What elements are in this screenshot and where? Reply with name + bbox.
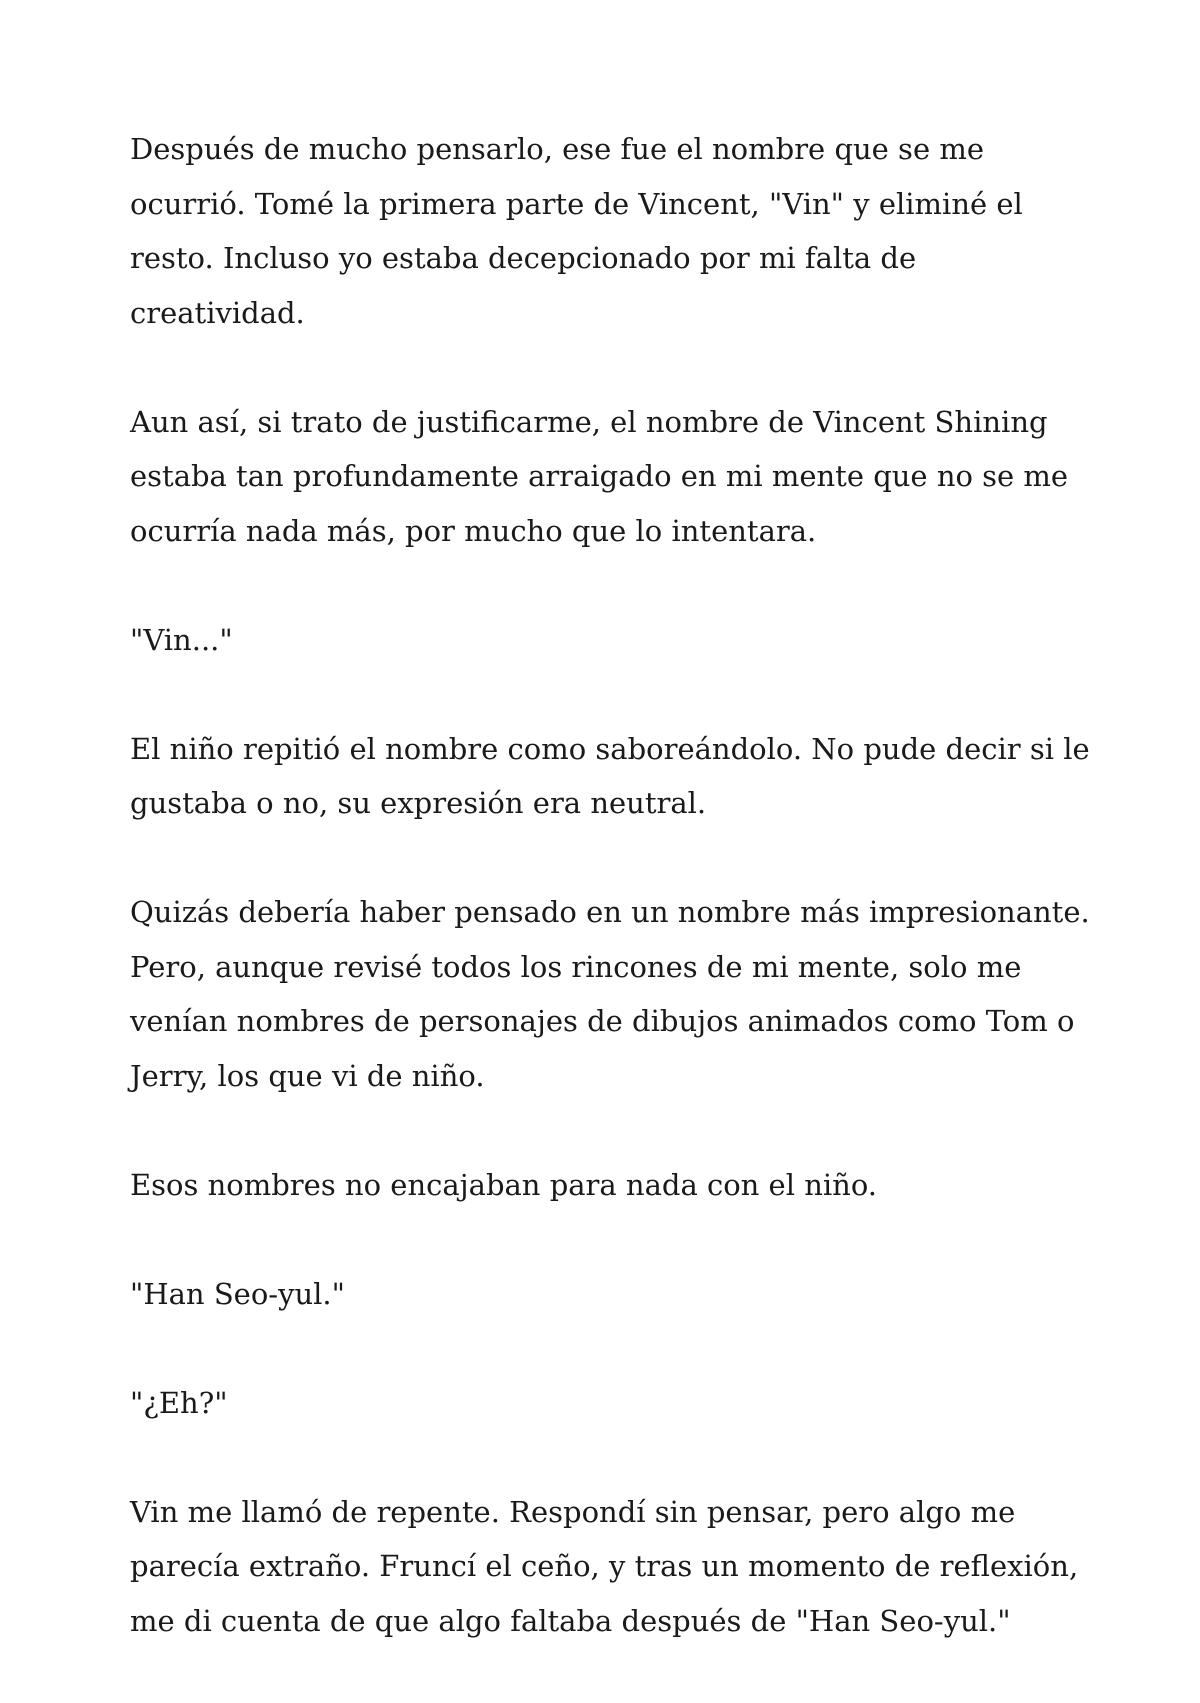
paragraph: El niño repitió el nombre como saboreándolo. No pude decir si le gustaba o no, su expresión era neutral. — [130, 731, 1090, 820]
paragraph: "Vin..." — [130, 622, 233, 657]
paragraph: Después de mucho pensarlo, ese fue el nombre que se me ocurrió. Tomé la primera parte de Vincent, "Vin" y eliminé el resto. Incluso yo estaba decepcionado por mi falta de creatividad. — [130, 132, 1023, 330]
paragraph: Quizás debería haber pensado en un nombre más impresionante. Pero, aunque revisé todos los rincones de mi mente, solo me venían nombres de personajes de dibujos animados como Tom o Jerry, los que vi de niño. — [130, 895, 1090, 1093]
paragraph: Esos nombres no encajaban para nada con el niño. — [130, 1167, 878, 1202]
paragraph: "¿Eh?" — [130, 1385, 228, 1420]
document-body — [130, 122, 1090, 1703]
paragraph: Vin me llamó de repente. Respondí sin pensar, pero algo me parecía extraño. Fruncí el ceño, y tras un momento de reflexión, me di cuenta de que algo faltaba después de "Han Seo-yul." — [130, 1494, 1079, 1638]
paragraph: Aun así, si trato de justificarme, el nombre de Vincent Shining estaba tan profundamente arraigado en mi mente que no se me ocurría nada más, por mucho que lo intentara. — [130, 404, 1069, 548]
paragraph: "Han Seo-yul." — [130, 1276, 345, 1311]
